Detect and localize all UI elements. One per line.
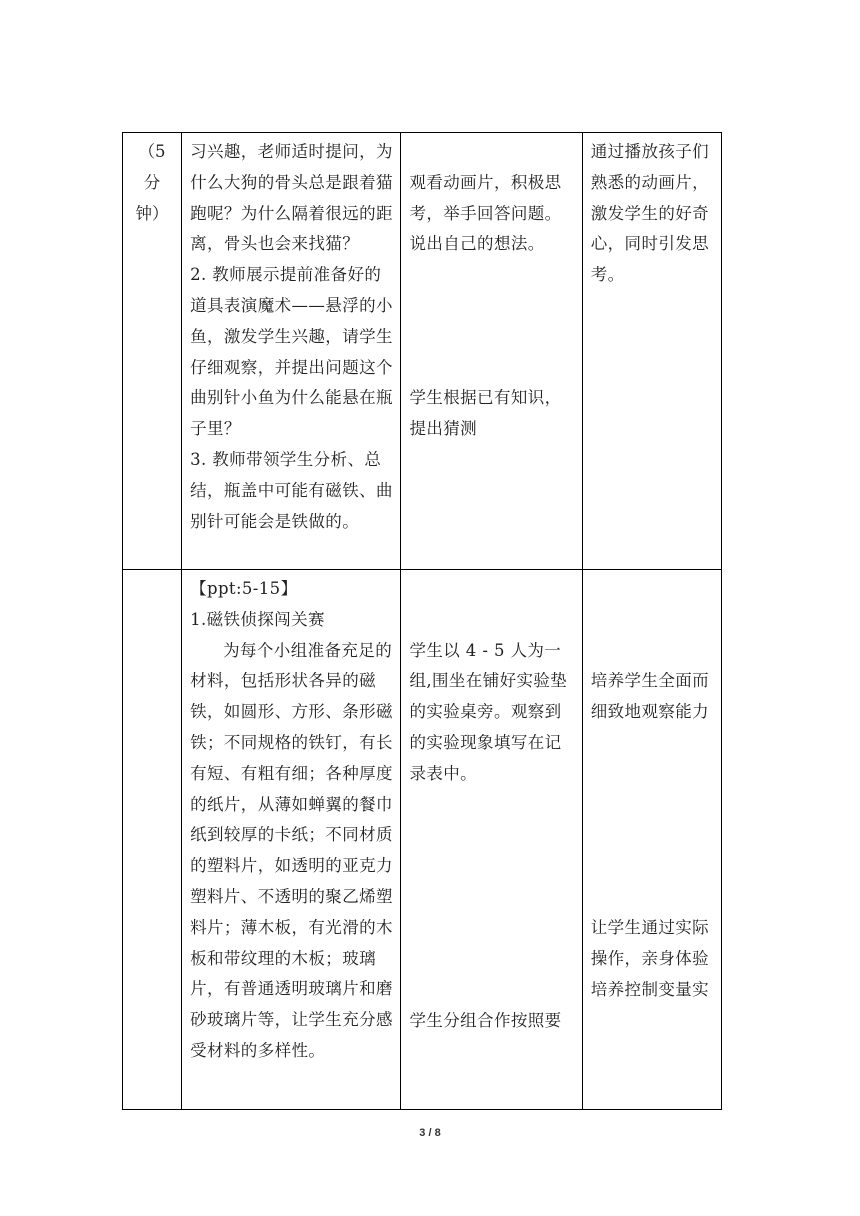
design-intent-cell [582,133,721,570]
time-cell [123,133,182,570]
teacher-activity-cell [182,133,401,570]
teacher-activity-cell [182,570,401,1110]
ppt-reference: 【ppt:5-15】 [190,579,298,598]
student-paragraph: 学生根据已有知识，提出猜测 [409,388,562,438]
teacher-paragraph: 习兴趣，老师适时提问，为什么大狗的骨头总是跟着猫跑呢？为什么隔着很远的距离，骨头也会来找猫？ [190,142,393,254]
teacher-paragraph: 为每个小组准备充足的材料，包括形状各异的磁铁，如圆形、方形、条形磁铁；不同规格的铁钉，有长有短、有粗有细；各种厚度的纸片，从薄如蝉翼的餐巾纸到较厚的卡纸；不同材质的塑料片，如透明的亚克力塑料片、不透明的聚乙烯塑料片；薄木板，有光滑的木板和带纹理的木板；玻璃片，有普通透明玻璃片和磨砂玻璃片等，让学生充分感受材料的多样性。 [190,640,393,1060]
design-intent-cell [582,570,721,1110]
table-row [123,133,722,570]
intent-paragraph: 培养学生全面而细致地观察能力 [590,671,710,722]
student-activity-cell [401,570,582,1110]
student-paragraph: 学生分组合作按照要 [409,1010,562,1030]
page-number: 3 / 8 [419,1127,441,1139]
table-row [123,570,722,1110]
time-line: （5 [138,142,166,161]
time-line: 分 [143,172,161,192]
teacher-paragraph: 3. 教师带领学生分析、总结，瓶盖中可能有磁铁、曲别针可能会是铁做的。 [190,449,393,531]
intent-paragraph: 通过播放孩子们熟悉的动画片，激发学生的好奇心，同时引发思考。 [590,142,710,285]
student-paragraph: 观看动画片，积极思考，举手回答问题。说出自己的想法。 [409,172,562,254]
student-activity-cell [401,133,582,570]
teacher-paragraph: 2. 教师展示提前准备好的道具表演魔术——悬浮的小鱼，激发学生兴趣，请学生仔细观察，并提出问题这个曲别针小鱼为什么能悬在瓶子里？ [190,265,393,439]
time-line: 钟） [135,203,169,223]
activity-title: 1.磁铁侦探闯关赛 [190,609,325,629]
intent-paragraph: 让学生通过实际操作，亲身体验培养控制变量实 [590,917,710,999]
time-cell [123,570,182,1110]
student-paragraph: 学生以 4 - 5 人为一组,围坐在铺好实验垫的实验桌旁。观察到的实验现象填写在记录表中。 [409,640,568,783]
lesson-plan-table [122,132,722,1110]
